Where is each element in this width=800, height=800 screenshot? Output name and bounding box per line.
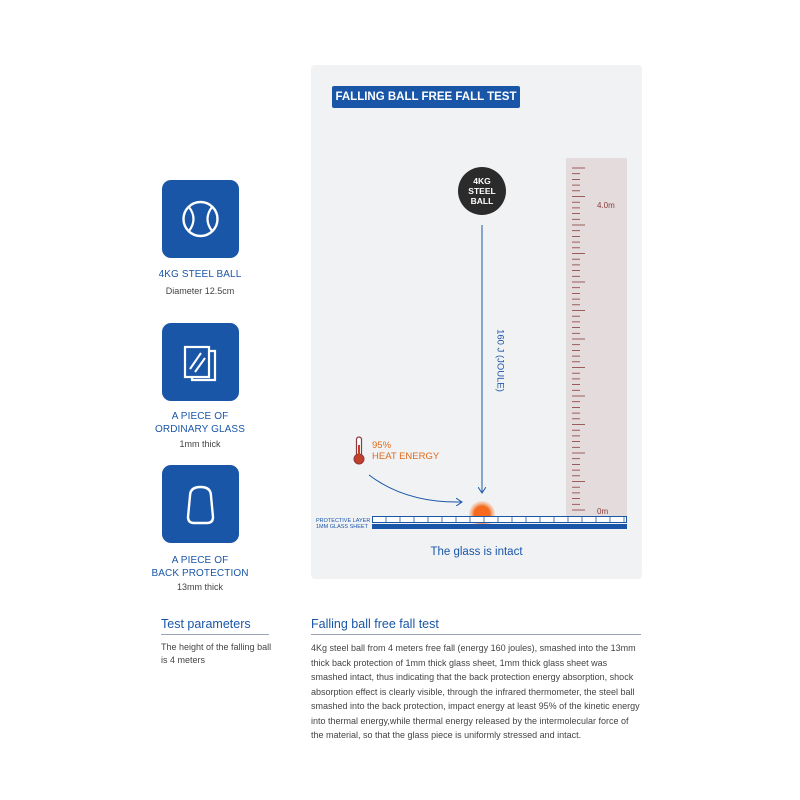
params-heading: Test parameters (161, 617, 251, 631)
params-text: The height of the falling ball is 4 meters (161, 642, 272, 665)
glass-title: A PIECE OF ORDINARY GLASS (155, 411, 245, 435)
glass-sub: 1mm thick (179, 439, 221, 449)
heat-energy-label: 95% HEAT ENERGY (372, 440, 440, 462)
glass-sheet (372, 524, 627, 529)
description-text: 4Kg steel ball from 4 meters free fall (energy 160 joules), smashed into the 13mm thick back protection of 1mm thick glass sheet, 1mm thick glass sheet was smashed intact, thus indicating that the back protection energy absorption, shock absorption effect is clearly visible, through the infrared thermometer, the steel ball smashed into the back protection, impact energy at least 95% of the kinetic energy into thermal energy,while thermal energy released by the intermolecular force of the material, so that the glass piece is uniformly stressed and intact. (311, 643, 640, 740)
description-divider (311, 634, 641, 635)
steel-ball-card (162, 180, 239, 258)
glass-pane-icon (162, 323, 239, 401)
back-protection-card (162, 465, 239, 543)
diagram-arrows (311, 65, 642, 579)
protective-layer (373, 517, 627, 523)
steel-ball-sub: Diameter 12.5cm (165, 286, 235, 296)
params-divider (161, 634, 269, 635)
glass-card (162, 323, 239, 401)
diagram-title: FALLING BALL FREE FALL TEST (332, 86, 520, 108)
back-protection-icon (162, 465, 239, 543)
ball-icon (162, 180, 239, 258)
back-protection-sub: 13mm thick (176, 582, 223, 592)
heat-arrow (369, 475, 461, 502)
ruler-top-label: 4.0m (597, 201, 615, 210)
steel-ball: 4KG STEEL BALL (458, 167, 506, 215)
energy-label: 160 J (JOULE) (494, 329, 506, 392)
steel-ball-title: 4KG STEEL BALL (158, 269, 242, 280)
ruler-bottom-label: 0m (597, 507, 609, 516)
description-heading: Falling ball free fall test (311, 617, 439, 631)
back-protection-title: A PIECE OF BACK PROTECTION (151, 555, 249, 579)
result-label: The glass is intact (430, 546, 523, 558)
layer-labels: PROTECTIVE LAYER 1MM GLASS SHEET (316, 518, 371, 530)
thermometer-icon (352, 436, 366, 466)
glass-layers (372, 516, 628, 532)
